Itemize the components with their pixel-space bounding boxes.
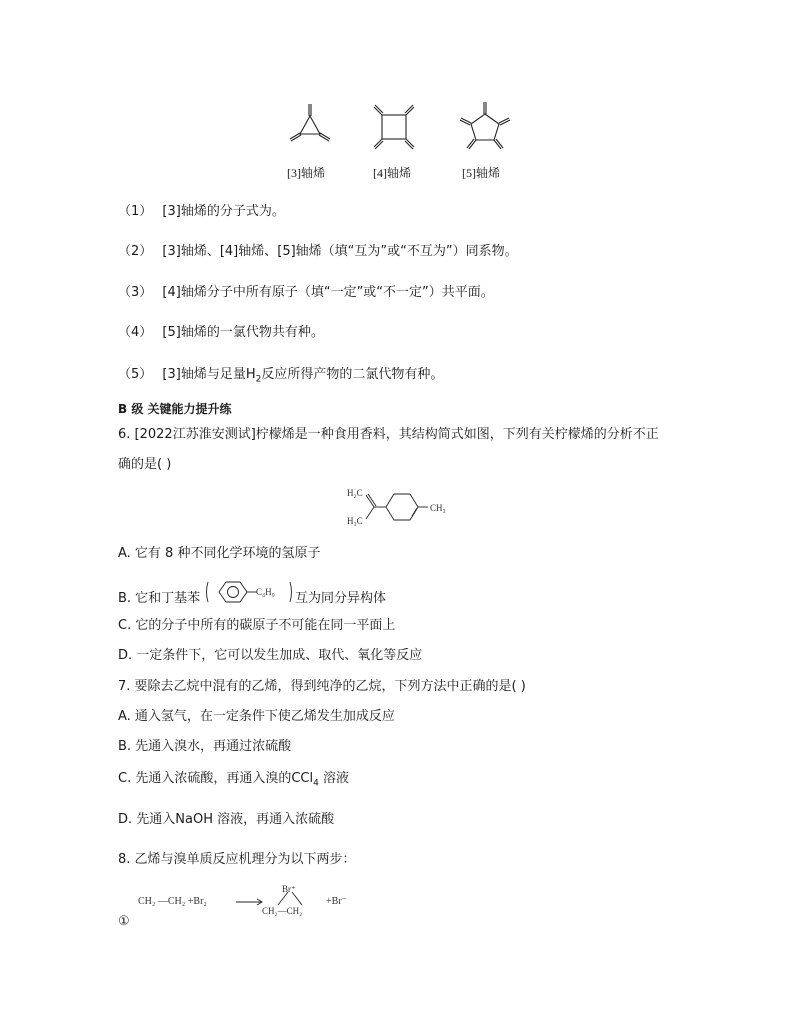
q8-eq-ethylene-ring: CH₂—CH₂ xyxy=(262,906,303,916)
question-text: [4]轴烯分子中所有原子（填“一定”或“不一定”）共平面。 xyxy=(162,285,494,300)
question-5 xyxy=(118,366,443,389)
limonene-label-bottom: H₃C xyxy=(347,516,363,526)
axialene-3-structure xyxy=(280,100,340,150)
q8-stem: 8. 乙烯与溴单质反应机理分为以下两步： xyxy=(118,852,356,867)
reaction-arrow-icon xyxy=(236,897,264,907)
butylbenzene-structure xyxy=(205,578,295,608)
q8-eq-left: CH₂ —CH₂ +Br₂ xyxy=(138,896,207,907)
step-marker: ① xyxy=(118,914,130,929)
question-4 xyxy=(118,324,324,342)
butyl-group-label: C₄H₉ xyxy=(256,587,275,597)
q8-eq-bromonium: Br⁺ xyxy=(282,884,296,894)
limonene-label-right: CH₃ xyxy=(430,503,446,513)
q7-stem: 7. 要除去乙烷中混有的乙烯，得到纯净的乙烷，下列方法中正确的是( ) xyxy=(118,679,526,694)
question-number: （1） xyxy=(118,204,153,219)
q7-option-b: B. 先通入溴水，再通过浓硫酸 xyxy=(118,739,292,754)
q6-option-a: A. 它有 8 种不同化学环境的氢原子 xyxy=(118,546,321,561)
question-number: （2） xyxy=(118,244,153,259)
q7-option-c: C. 先通入浓硫酸，再通入溴的CCl$_4$ 溶液 xyxy=(118,771,349,789)
question-text: [3]轴烯的分子式为。 xyxy=(162,204,285,219)
q6-option-c: C. 它的分子中所有的碳原子不可能在同一平面上 xyxy=(118,618,396,633)
q6-stem-line1: 6. [2022江苏淮安测试]柠檬烯是一种食用香料，其结构简式如图，下列有关柠檬烯的分析不正 xyxy=(118,427,659,442)
question-text: [3]轴烯与足量$H_2$反应所得产物的二氯代物有种。 xyxy=(162,367,444,385)
q6-option-b: B. 它和丁基苯 xyxy=(118,591,201,606)
axialene-5-structure xyxy=(455,98,515,156)
q6-option-d: D. 一定条件下，它可以发生加成、取代、氧化等反应 xyxy=(118,648,423,663)
q6-stem-line2: 确的是( ) xyxy=(118,457,172,472)
caption-axialene-4: [4]轴烯 xyxy=(373,166,411,180)
question-text: [5]轴烯的一氯代物共有种。 xyxy=(162,325,324,340)
section-heading: B 级 关键能力提升练 xyxy=(118,402,232,416)
caption-axialene-3: [3]轴烯 xyxy=(287,166,325,180)
q6-option-b-tail: 互为同分异构体 xyxy=(295,591,387,606)
q7-option-d: D. 先通入NaOH 溶液，再通入浓硫酸 xyxy=(118,812,335,827)
question-2 xyxy=(118,243,518,261)
q8-eq-right: +Br⁻ xyxy=(326,896,347,907)
question-number: （3） xyxy=(118,285,153,300)
q7-option-a: A. 通入氢气，在一定条件下使乙烯发生加成反应 xyxy=(118,709,395,724)
axialene-4-structure xyxy=(365,100,425,155)
question-3 xyxy=(118,284,494,302)
question-number: （4） xyxy=(118,325,153,340)
question-text: [3]轴烯、[4]轴烯、[5]轴烯（填“互为”或“不互为”）同系物。 xyxy=(162,244,518,259)
limonene-label-top: H₂C xyxy=(347,488,363,498)
caption-axialene-5: [5]轴烯 xyxy=(462,166,500,180)
question-1 xyxy=(118,203,285,221)
question-number: （5） xyxy=(118,367,153,382)
